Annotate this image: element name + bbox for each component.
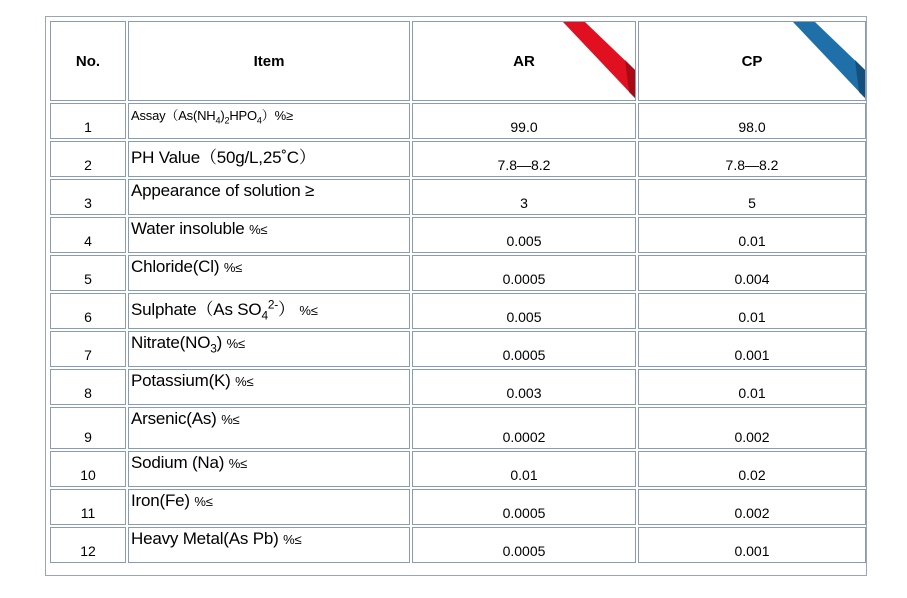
row-item: Iron(Fe) %≤ xyxy=(128,489,410,525)
row-ar-value: 0.0005 xyxy=(412,331,636,367)
table-row xyxy=(50,141,866,177)
header-cp xyxy=(638,21,866,101)
row-number: 2 xyxy=(50,141,126,177)
blue-ribbon-icon xyxy=(793,22,865,98)
header-ar-label: AR xyxy=(513,52,535,70)
row-cp-value: 0.01 xyxy=(638,369,866,405)
row-ar-value: 3 xyxy=(412,179,636,215)
row-item: PH Value（50g/L,25˚C） xyxy=(128,141,410,177)
table-row xyxy=(50,489,866,525)
row-ar-value: 7.8—8.2 xyxy=(412,141,636,177)
row-number: 9 xyxy=(50,407,126,449)
row-cp-value: 7.8—8.2 xyxy=(638,141,866,177)
table-header-row xyxy=(50,21,866,101)
row-ar-value: 0.003 xyxy=(412,369,636,405)
row-number: 12 xyxy=(50,527,126,563)
row-ar-value: 0.0005 xyxy=(412,255,636,291)
row-item: Water insoluble %≤ xyxy=(128,217,410,253)
table-row xyxy=(50,217,866,253)
header-ar xyxy=(412,21,636,101)
row-number: 6 xyxy=(50,293,126,329)
row-number: 4 xyxy=(50,217,126,253)
row-number: 5 xyxy=(50,255,126,291)
row-number: 8 xyxy=(50,369,126,405)
row-ar-value: 99.0 xyxy=(412,103,636,139)
row-number: 3 xyxy=(50,179,126,215)
row-item: Sulphate（As $SO_4^{2-}$） %≤ xyxy=(128,293,410,329)
row-cp-value: 0.01 xyxy=(638,217,866,253)
table-row xyxy=(50,369,866,405)
row-cp-value: 0.01 xyxy=(638,293,866,329)
header-item: Item xyxy=(128,21,410,101)
row-item: Sodium (Na) %≤ xyxy=(128,451,410,487)
row-item: $Assay(As(NH_4)_2HPO_4)\%\ge$ xyxy=(128,103,410,139)
row-number: 7 xyxy=(50,331,126,367)
row-item: Appearance of solution ≥ xyxy=(128,179,410,215)
row-cp-value: 0.004 xyxy=(638,255,866,291)
row-cp-value: 5 xyxy=(638,179,866,215)
spec-table-container xyxy=(45,16,867,576)
row-ar-value: 0.01 xyxy=(412,451,636,487)
row-cp-value: 0.001 xyxy=(638,527,866,563)
row-cp-value: 0.02 xyxy=(638,451,866,487)
table-row xyxy=(50,451,866,487)
row-ar-value: 0.0005 xyxy=(412,527,636,563)
row-ar-value: 0.0002 xyxy=(412,407,636,449)
row-number: 10 xyxy=(50,451,126,487)
table-row xyxy=(50,527,866,563)
row-cp-value: 0.002 xyxy=(638,407,866,449)
header-cp-label: CP xyxy=(741,52,763,70)
row-item: Heavy Metal(As Pb) %≤ xyxy=(128,527,410,563)
row-number: 1 xyxy=(50,103,126,139)
table-row xyxy=(50,331,866,367)
row-ar-value: 0.0005 xyxy=(412,489,636,525)
row-cp-value: 0.002 xyxy=(638,489,866,525)
table-row xyxy=(50,179,866,215)
red-ribbon-icon xyxy=(563,22,635,98)
spec-table xyxy=(48,19,868,565)
row-cp-value: 0.001 xyxy=(638,331,866,367)
row-ar-value: 0.005 xyxy=(412,293,636,329)
row-item: Arsenic(As) %≤ xyxy=(128,407,410,449)
row-number: 11 xyxy=(50,489,126,525)
table-row xyxy=(50,255,866,291)
row-item: $Nitrate(NO_3)$ %≤ xyxy=(128,331,410,367)
header-no: No. xyxy=(50,21,126,101)
table-row xyxy=(50,407,866,449)
table-row xyxy=(50,293,866,329)
row-item: Chloride(Cl) %≤ xyxy=(128,255,410,291)
row-item: Potassium(K) %≤ xyxy=(128,369,410,405)
table-row xyxy=(50,103,866,139)
row-cp-value: 98.0 xyxy=(638,103,866,139)
row-ar-value: 0.005 xyxy=(412,217,636,253)
